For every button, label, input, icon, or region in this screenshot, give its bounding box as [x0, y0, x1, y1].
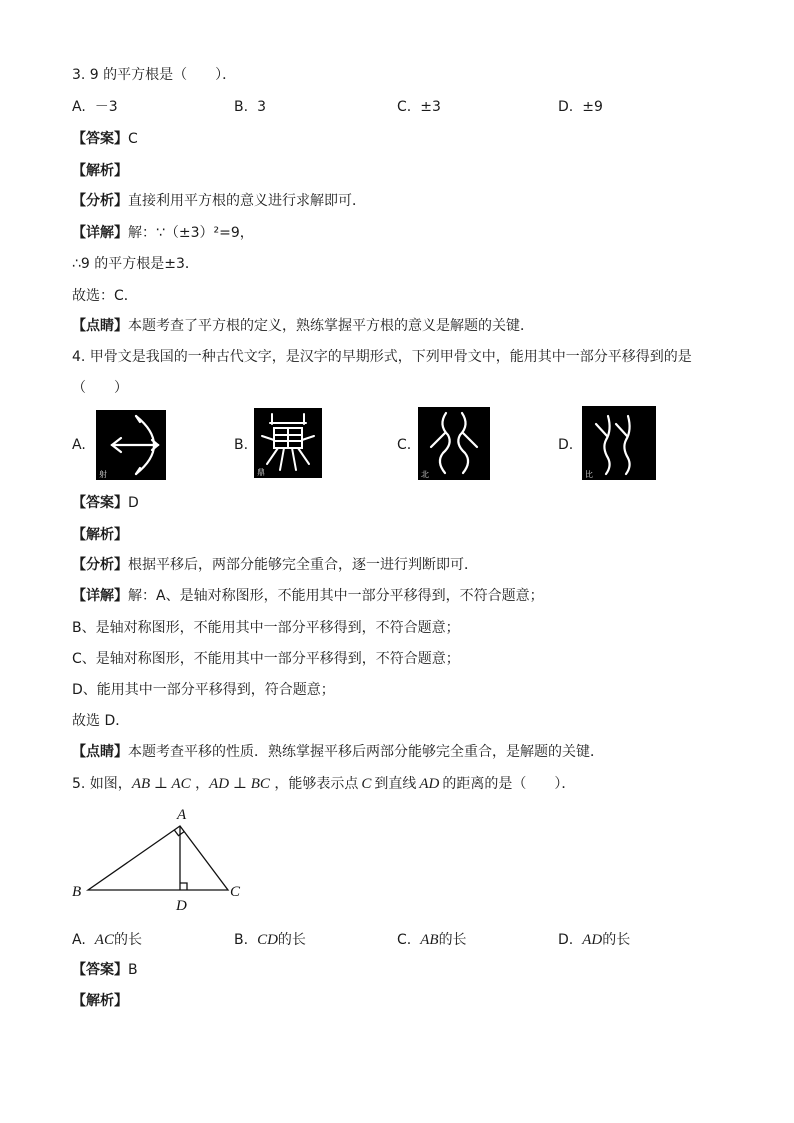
option-segment: AB [420, 932, 439, 948]
option-text: 的长 [113, 932, 142, 948]
q4-stem: 4. 甲骨文是我国的一种古代文字，是汉字的早期形式，下列甲骨文中，能用其中一部分平移得到的是 [72, 349, 692, 365]
q3-option-b [234, 98, 266, 116]
stem-condition-2: AD ⊥ BC [209, 776, 270, 792]
glyph-caption: 北 [421, 470, 429, 479]
answer-value: C [128, 131, 138, 147]
answer-value: B [128, 962, 138, 978]
q4-dianjing [72, 743, 604, 761]
q3-option-c [397, 98, 441, 116]
q3-conclusion: 故选：C． [72, 288, 138, 304]
q4-answer [72, 494, 139, 512]
stem-condition-1: AB ⊥ AC [131, 776, 191, 792]
xiangjie-text: 解：A、是轴对称图形，不能用其中一部分平移得到，不符合题意； [128, 588, 544, 604]
q3-option-d [558, 98, 603, 116]
q4-xiangjie-line: B、是轴对称图形，不能用其中一部分平移得到，不符合题意； [72, 620, 460, 636]
option-segment: AC [94, 932, 114, 948]
q4-option-c-letter: C. [397, 437, 412, 453]
option-segment: CD [257, 932, 278, 948]
dianjing-text: 本题考查了平方根的定义，熟练掌握平方根的意义是解题的关键． [128, 318, 534, 334]
triangle-abc [88, 826, 228, 890]
dianjing-label: 【点睛】 [72, 744, 128, 760]
q3-xiangjie-line: ∴9 的平方根是±3． [72, 256, 199, 272]
option-letter: B. [234, 932, 249, 948]
vertex-label-a: A [177, 807, 187, 823]
q4-option-a-letter: A. [72, 437, 86, 453]
stem-middle-2: 到直线 [374, 776, 417, 792]
q4-xiangjie [72, 587, 544, 605]
option-text: ±9 [582, 99, 603, 115]
vertex-label-d: D [176, 898, 187, 914]
q4-analysis-label: 【解析】 [72, 527, 128, 543]
glyph-bi-drawing [582, 406, 656, 480]
q3-dianjing [72, 317, 534, 335]
glyph-caption: 射 [99, 470, 107, 479]
stem-suffix: 的距离的是（ ）． [442, 776, 576, 792]
q3-fenxi [72, 192, 366, 210]
answer-label: 【答案】 [72, 962, 128, 978]
oracle-bone-glyph-icon [96, 410, 166, 480]
option-text: ±3 [420, 99, 441, 115]
option-letter: B. [234, 99, 249, 115]
q5-analysis-label: 【解析】 [72, 993, 128, 1009]
q3-xiangjie [72, 224, 254, 242]
q4-xiangjie-line: D、能用其中一部分平移得到，符合题意； [72, 682, 335, 698]
q3-answer [72, 130, 138, 148]
glyph-caption: 鼎 [257, 468, 265, 477]
q5-option-c [397, 931, 467, 949]
triangle-figure [60, 800, 260, 915]
fenxi-text: 根据平移后，两部分能够完全重合，逐一进行判断即可． [128, 557, 478, 573]
xiangjie-text: 解：∵（±3）²=9， [128, 225, 254, 241]
q3-analysis-label: 【解析】 [72, 163, 128, 179]
oracle-bone-glyph-icon [418, 407, 490, 480]
answer-value: D [128, 495, 139, 511]
xiangjie-label: 【详解】 [72, 225, 128, 241]
stem-line: AD [419, 776, 440, 792]
fenxi-label: 【分析】 [72, 193, 128, 209]
glyph-caption: 比 [585, 470, 593, 479]
oracle-bone-glyph-icon [582, 406, 656, 480]
right-angle-mark-d [180, 883, 187, 890]
q4-xiangjie-line: C、是轴对称图形，不能用其中一部分平移得到，不符合题意； [72, 651, 460, 667]
dianjing-text: 本题考查平移的性质．熟练掌握平移后两部分能够完全重合，是解题的关键． [128, 744, 604, 760]
xiangjie-label: 【详解】 [72, 588, 128, 604]
q5-option-b [234, 931, 306, 949]
q3-stem: 3. 9 的平方根是（ ）． [72, 67, 237, 83]
option-letter: A. [72, 932, 86, 948]
stem-middle: ，能够表示点 [269, 776, 359, 792]
option-letter: D. [558, 932, 574, 948]
option-text: 的长 [277, 932, 306, 948]
q5-answer [72, 961, 138, 979]
option-letter: C. [397, 932, 412, 948]
stem-prefix: 5. 如图， [72, 776, 132, 792]
option-segment: AD [582, 932, 603, 948]
vertex-label-b: B [72, 884, 82, 900]
q4-option-d-letter: D. [558, 437, 574, 453]
oracle-bone-glyph-icon [254, 408, 322, 478]
vertex-label-c: C [230, 884, 241, 900]
stem-point: C [361, 776, 372, 792]
option-text: －3 [94, 99, 118, 115]
stem-separator: ， [190, 776, 210, 792]
fenxi-label: 【分析】 [72, 557, 128, 573]
option-text: 3 [257, 99, 266, 115]
option-letter: C. [397, 99, 412, 115]
q5-option-a [72, 931, 142, 949]
option-text: 的长 [602, 932, 631, 948]
q5-stem [72, 775, 575, 793]
fenxi-text: 直接利用平方根的意义进行求解即可． [128, 193, 366, 209]
option-text: 的长 [438, 932, 467, 948]
q4-option-b-letter: B. [234, 437, 249, 453]
option-letter: A. [72, 99, 86, 115]
q4-fenxi [72, 556, 478, 574]
dianjing-label: 【点睛】 [72, 318, 128, 334]
q4-stem-cont: （ ） [72, 380, 128, 396]
q3-option-a [72, 98, 118, 116]
answer-label: 【答案】 [72, 495, 128, 511]
right-angle-mark-a [174, 830, 184, 836]
q4-conclusion: 故选 D． [72, 713, 130, 729]
option-letter: D. [558, 99, 574, 115]
answer-label: 【答案】 [72, 131, 128, 147]
q5-option-d [558, 931, 630, 949]
